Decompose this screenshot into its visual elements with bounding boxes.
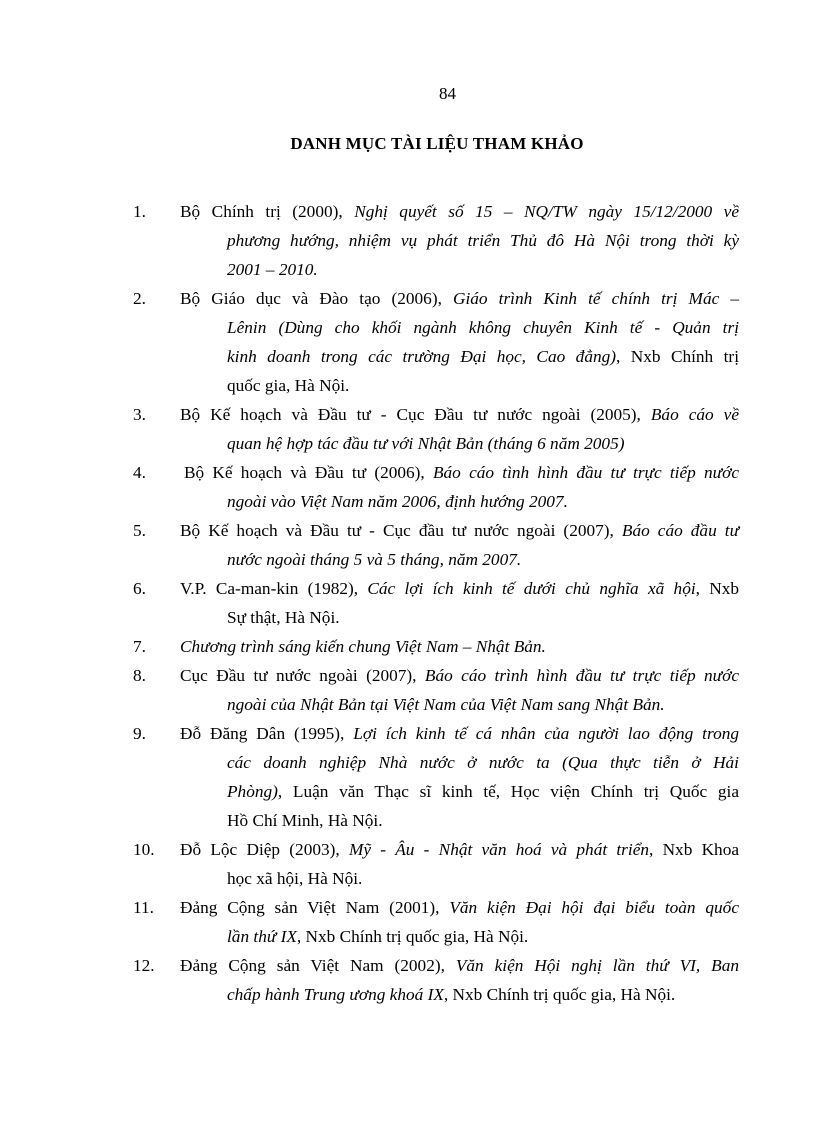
reference-line — [180, 197, 739, 226]
reference-title-text: kinh doanh trong các trường Đại học, Cao đẳng) — [227, 347, 616, 366]
reference-text — [180, 516, 739, 574]
reference-line — [180, 284, 739, 313]
reference-title-text: 2001 – 2010. — [227, 260, 318, 279]
reference-line — [180, 893, 739, 922]
reference-line — [180, 574, 739, 603]
reference-item — [0, 632, 816, 661]
reference-title-text: Các lợi ích kinh tế dưới chủ nghĩa xã hội — [367, 579, 696, 598]
reference-plain-text: Đảng Cộng sản Việt Nam (2001), — [180, 898, 450, 917]
reference-plain-text: quốc gia, Hà Nội. — [227, 376, 350, 395]
reference-line — [180, 806, 739, 835]
reference-line — [180, 255, 739, 284]
reference-text — [180, 835, 739, 893]
reference-line — [180, 951, 739, 980]
reference-line — [180, 313, 739, 342]
reference-line — [180, 487, 739, 516]
reference-line — [180, 458, 739, 487]
reference-text — [180, 951, 739, 1009]
reference-plain-text: Hồ Chí Minh, Hà Nội. — [227, 811, 383, 830]
reference-line — [180, 835, 739, 864]
reference-title-text: Báo cáo đầu tư — [621, 521, 739, 540]
reference-number: 10. — [133, 840, 155, 859]
reference-plain-text: Sự thật, Hà Nội. — [227, 608, 340, 627]
reference-title-text: Phòng) — [227, 782, 278, 801]
reference-number: 2. — [133, 289, 146, 308]
reference-plain-text: Bộ Chính trị (2000), — [180, 202, 355, 221]
reference-item — [0, 284, 816, 400]
reference-text — [180, 400, 739, 458]
reference-number: 1. — [133, 202, 146, 221]
reference-number: 4. — [133, 463, 146, 482]
reference-title-text: phương hướng, nhiệm vụ phát triển Thủ đô Hà Nội trong thời kỳ — [227, 231, 739, 250]
reference-plain-text: Đảng Cộng sản Việt Nam (2002), — [180, 956, 456, 975]
reference-line — [180, 371, 739, 400]
reference-title-text: Báo cáo về — [650, 405, 739, 424]
reference-text — [180, 284, 739, 400]
reference-number: 11. — [133, 898, 154, 917]
reference-title-text: quan hệ hợp tác đầu tư với Nhật Bản (tháng 6 năm 2005) — [227, 434, 625, 453]
reference-number: 5. — [133, 521, 146, 540]
reference-line — [180, 661, 739, 690]
reference-item — [0, 400, 816, 458]
reference-line — [180, 690, 739, 719]
reference-number: 9. — [133, 724, 146, 743]
reference-line — [180, 719, 739, 748]
reference-plain-text: , Nxb Khoa — [649, 840, 740, 859]
reference-item — [0, 661, 816, 719]
reference-line — [180, 922, 739, 951]
page-number: 84 — [439, 84, 456, 103]
reference-number: 3. — [133, 405, 146, 424]
reference-text — [180, 458, 739, 516]
reference-item — [0, 719, 816, 835]
reference-line — [180, 429, 739, 458]
reference-plain-text: Cục Đầu tư nước ngoài (2007), — [180, 666, 425, 685]
reference-line — [180, 342, 739, 371]
reference-title-text: chấp hành Trung ương khoá IX — [227, 985, 444, 1004]
reference-plain-text: V.P. Ca-man-kin (1982), — [180, 579, 368, 598]
reference-title-text: Lênin (Dùng cho khối ngành không chuyên Kinh tế - Quản trị — [227, 318, 739, 337]
reference-title-text: Văn kiện Hội nghị lần thứ VI, Ban — [455, 956, 739, 975]
reference-plain-text: , Nxb Chính trị — [616, 347, 739, 366]
reference-plain-text: , Luận văn Thạc sĩ kinh tế, Học viện Chính trị Quốc gia — [277, 782, 739, 801]
reference-line — [180, 632, 739, 661]
reference-line — [180, 777, 739, 806]
reference-item — [0, 893, 816, 951]
reference-plain-text: , Nxb Chính trị quốc gia, Hà Nội. — [296, 927, 529, 946]
reference-text — [180, 197, 739, 284]
reference-title-text: lần thứ IX — [227, 927, 297, 946]
reference-line — [180, 516, 739, 545]
reference-item — [0, 574, 816, 632]
reference-item — [0, 951, 816, 1009]
reference-plain-text: Bộ Kế hoạch và Đầu tư (2006), — [184, 463, 433, 482]
reference-item — [0, 835, 816, 893]
reference-text — [180, 574, 739, 632]
reference-line — [180, 400, 739, 429]
reference-title-text: Giáo trình Kinh tế chính trị Mác – — [453, 289, 739, 308]
reference-plain-text: Bộ Kế hoạch và Đầu tư - Cục Đầu tư nước ngoài (2005), — [180, 405, 651, 424]
reference-plain-text: , Nxb — [695, 579, 739, 598]
reference-line — [180, 545, 739, 574]
reference-title-text: các doanh nghiệp Nhà nước ở nước ta (Qua thực tiễn ở Hải — [227, 753, 739, 772]
reference-text — [180, 719, 739, 835]
reference-number: 7. — [133, 637, 146, 656]
reference-plain-text: Bộ Giáo dục và Đào tạo (2006), — [180, 289, 453, 308]
reference-text — [180, 632, 739, 661]
reference-number: 6. — [133, 579, 146, 598]
reference-title-text: nước ngoài tháng 5 và 5 tháng, năm 2007. — [227, 550, 522, 569]
reference-plain-text: học xã hội, Hà Nội. — [227, 869, 363, 888]
reference-title-text: Lợi ích kinh tế cá nhân của người lao động trong — [353, 724, 739, 743]
reference-line — [180, 226, 739, 255]
reference-title-text: Chương trình sáng kiến chung Việt Nam – Nhật Bản. — [180, 637, 546, 656]
reference-number: 12. — [133, 956, 155, 975]
reference-plain-text: , Nxb Chính trị quốc gia, Hà Nội. — [443, 985, 676, 1004]
reference-line — [180, 748, 739, 777]
reference-text — [180, 893, 739, 951]
reference-title-text: Mỹ - Âu - Nhật văn hoá và phát triển — [348, 840, 650, 859]
reference-list — [0, 197, 816, 1009]
reference-title-text: Báo cáo trình hình đầu tư trực tiếp nước — [424, 666, 740, 685]
reference-title-text: Nghị quyết số 15 – NQ/TW ngày 15/12/2000 về — [354, 202, 740, 221]
reference-title-text: ngoài của Nhật Bản tại Việt Nam của Việt Nam sang Nhật Bản. — [227, 695, 665, 714]
reference-line — [180, 980, 739, 1009]
reference-plain-text: Đỗ Đăng Dân (1995), — [180, 724, 354, 743]
reference-title-text: Văn kiện Đại hội đại biểu toàn quốc — [449, 898, 739, 917]
reference-plain-text: Đỗ Lộc Diệp (2003), — [180, 840, 349, 859]
reference-plain-text: Bộ Kế hoạch và Đầu tư - Cục đầu tư nước ngoài (2007), — [180, 521, 622, 540]
reference-line — [180, 864, 739, 893]
reference-number: 8. — [133, 666, 146, 685]
reference-item — [0, 458, 816, 516]
page-title: DANH MỤC TÀI LIỆU THAM KHẢO — [290, 134, 584, 153]
reference-item — [0, 197, 816, 284]
reference-text — [180, 661, 739, 719]
reference-title-text: ngoài vào Việt Nam năm 2006, định hướng 2007. — [227, 492, 568, 511]
reference-line — [180, 603, 739, 632]
reference-title-text: Báo cáo tình hình đầu tư trực tiếp nước — [432, 463, 740, 482]
reference-item — [0, 516, 816, 574]
